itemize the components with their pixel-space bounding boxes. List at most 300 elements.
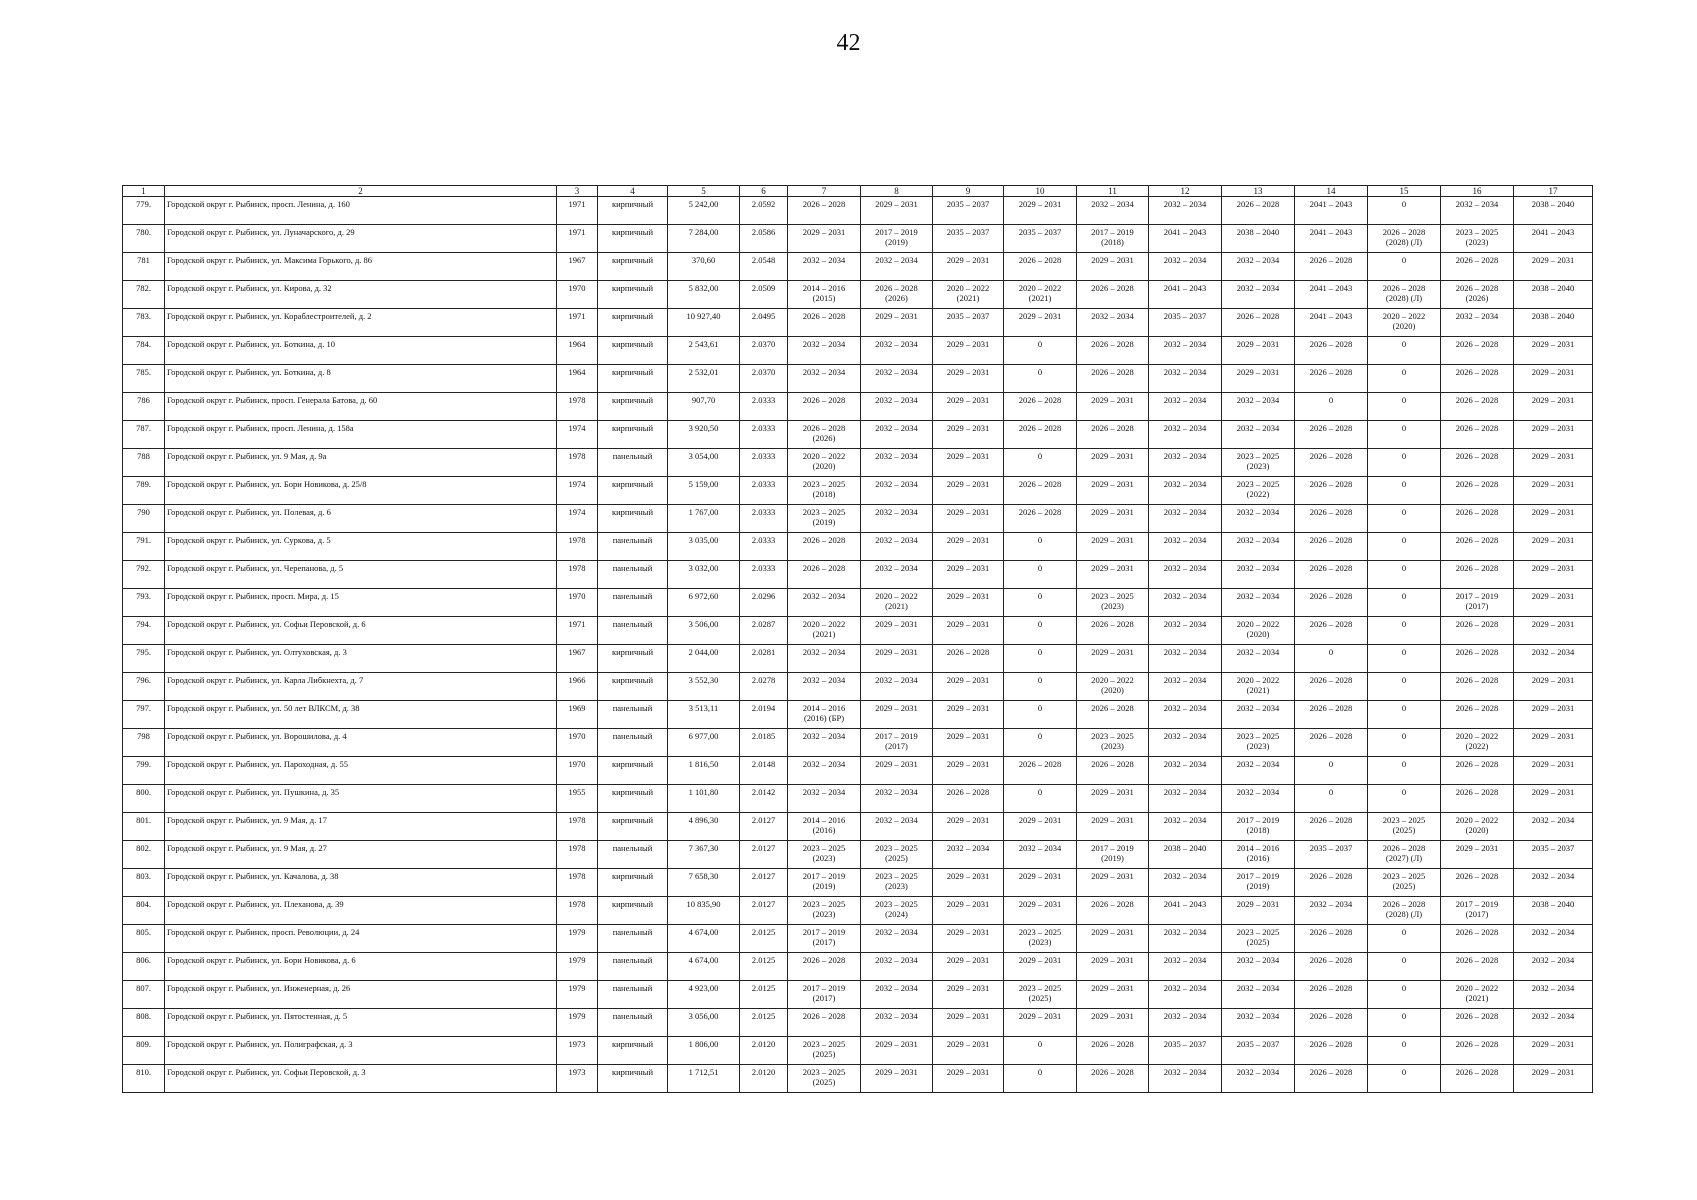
- cell-value: 786: [137, 395, 150, 405]
- wall-material-cell: [598, 421, 668, 449]
- cell-value: 4 923,00: [688, 983, 719, 993]
- cell-value: 2020 – 2022: [1382, 311, 1426, 321]
- cell-subvalue: (2019): [812, 517, 836, 527]
- period-col-9-cell: [933, 785, 1004, 813]
- cell-value: панельный: [612, 703, 653, 713]
- wall-material-cell: [598, 337, 668, 365]
- period-col-17-cell: [1514, 1009, 1593, 1037]
- cell-value: 2032 – 2034: [802, 759, 846, 769]
- cell-value: 2032 – 2034: [1236, 703, 1280, 713]
- cell-value: 2035 – 2037: [946, 311, 990, 321]
- period-col-12-cell: [1149, 225, 1222, 253]
- cell-value: 3 513,11: [688, 703, 719, 713]
- cell-value: 2.0127: [751, 843, 776, 853]
- cell-value: 2029 – 2031: [1531, 675, 1575, 685]
- wall-material-cell: [598, 561, 668, 589]
- cell-value: 2029 – 2031: [875, 759, 918, 769]
- cell-value: 0: [1401, 395, 1407, 405]
- period-col-8-cell: [861, 701, 933, 729]
- year-built-cell: [557, 1009, 598, 1037]
- cell-value: Городской округ г. Рыбинск, ул. Суркова, д. 5: [167, 535, 331, 545]
- period-col-16-cell: [1441, 897, 1514, 925]
- cell-value: 2026 – 2028: [1455, 563, 1499, 573]
- period-col-10-cell: [1004, 953, 1077, 981]
- cell-value: 2029 – 2031: [946, 759, 990, 769]
- cell-value: 2029 – 2031: [1531, 367, 1575, 377]
- period-col-12-cell: [1149, 589, 1222, 617]
- cell-value: 2.0120: [751, 1067, 776, 1077]
- cell-subvalue: (2016): [812, 825, 836, 835]
- cell-value: 2026 – 2028: [802, 311, 846, 321]
- year-built-cell: [557, 1065, 598, 1093]
- cell-value: панельный: [612, 451, 653, 461]
- cell-value: кирпичный: [611, 367, 654, 377]
- cell-value: 2026 – 2028: [1309, 703, 1353, 713]
- cell-value: 0: [1401, 619, 1407, 629]
- cell-value: 2029 – 2031: [1091, 1011, 1134, 1021]
- period-col-9-cell: [933, 757, 1004, 785]
- cell-value: 4 674,00: [688, 955, 719, 965]
- cell-value: 2032 – 2034: [1236, 787, 1280, 797]
- cell-subvalue: (2017): [1465, 909, 1489, 919]
- cell-value: 2026 – 2028: [1382, 899, 1426, 909]
- coefficient-cell: [740, 981, 788, 1009]
- period-col-13-cell: [1222, 1037, 1295, 1065]
- wall-material-cell: [598, 841, 668, 869]
- cell-value: Городской округ г. Рыбинск, ул. 9 Мая, д. 9а: [167, 451, 327, 461]
- year-built-cell: [557, 757, 598, 785]
- period-col-7-cell: [788, 477, 861, 505]
- cell-value: 2026 – 2028: [1455, 759, 1499, 769]
- cell-subvalue: (2021): [1465, 993, 1489, 1003]
- cell-subvalue: (2025): [1246, 937, 1270, 947]
- cell-value: 2035 – 2037: [1018, 227, 1062, 237]
- period-col-13-cell: [1222, 729, 1295, 757]
- period-col-10-cell: [1004, 561, 1077, 589]
- address-cell: [165, 281, 557, 309]
- cell-value: 2029 – 2031: [1018, 955, 1062, 965]
- wall-material-cell: [598, 869, 668, 897]
- cell-value: 780.: [136, 227, 151, 237]
- wall-material-cell: [598, 785, 668, 813]
- period-col-12-cell: [1149, 953, 1222, 981]
- cell-value: кирпичный: [611, 675, 654, 685]
- period-col-7-cell: [788, 701, 861, 729]
- cell-value: 2026 – 2028: [802, 199, 846, 209]
- period-col-14-cell: [1295, 533, 1368, 561]
- year-built-cell: [557, 393, 598, 421]
- cell-value: кирпичный: [611, 283, 654, 293]
- period-col-14-cell: [1295, 337, 1368, 365]
- period-col-12-cell: [1149, 1009, 1222, 1037]
- period-col-10-cell: [1004, 813, 1077, 841]
- address-cell: [165, 589, 557, 617]
- period-col-12-cell: [1149, 1037, 1222, 1065]
- cell-value: 2023 – 2025: [1236, 731, 1280, 741]
- period-col-15-cell: [1368, 1065, 1441, 1093]
- period-col-16-cell: [1441, 225, 1514, 253]
- cell-subvalue: (2020): [812, 461, 836, 471]
- wall-material-cell: [598, 981, 668, 1009]
- cell-subvalue: (2027) (Л): [1385, 853, 1423, 863]
- period-col-15-cell: [1368, 757, 1441, 785]
- period-col-10-cell: [1004, 1037, 1077, 1065]
- period-col-15-cell: [1368, 561, 1441, 589]
- period-col-17-cell: [1514, 757, 1593, 785]
- row-number-cell: [123, 869, 165, 897]
- coefficient-cell: [740, 533, 788, 561]
- cell-value: 2026 – 2028: [1382, 843, 1426, 853]
- year-built-cell: [557, 701, 598, 729]
- coefficient-cell: [740, 393, 788, 421]
- cell-value: 2026 – 2028: [1309, 815, 1353, 825]
- cell-value: 2029 – 2031: [1531, 731, 1575, 741]
- page-number: 42: [836, 30, 861, 56]
- cell-value: 1971: [568, 311, 586, 321]
- cell-value: 787.: [136, 423, 151, 433]
- period-col-9-cell: [933, 1009, 1004, 1037]
- period-col-9-cell: [933, 393, 1004, 421]
- wall-material-cell: [598, 729, 668, 757]
- cell-value: 2032 – 2034: [1455, 199, 1499, 209]
- period-col-8-cell: [861, 253, 933, 281]
- cell-value: 2026 – 2028: [875, 283, 918, 293]
- period-col-15-cell: [1368, 897, 1441, 925]
- period-col-14-cell: [1295, 785, 1368, 813]
- cell-value: 4 674,00: [688, 927, 719, 937]
- row-number-cell: [123, 813, 165, 841]
- period-col-14-cell: [1295, 589, 1368, 617]
- cell-value: 2.0370: [751, 367, 776, 377]
- period-col-15-cell: [1368, 729, 1441, 757]
- period-col-10-cell: [1004, 253, 1077, 281]
- period-col-15-cell: [1368, 701, 1441, 729]
- period-col-12-cell: [1149, 505, 1222, 533]
- period-col-12-cell: [1149, 729, 1222, 757]
- cell-value: 790: [137, 507, 150, 517]
- cell-value: 2029 – 2031: [875, 647, 918, 657]
- area-cell: [668, 197, 740, 225]
- period-col-7-cell: [788, 617, 861, 645]
- cell-value: 810.: [136, 1067, 151, 1077]
- cell-value: 2032 – 2034: [1163, 535, 1207, 545]
- cell-value: 2026 – 2028: [1091, 423, 1134, 433]
- table-row: [123, 813, 1593, 841]
- period-col-14-cell: [1295, 813, 1368, 841]
- period-col-11-cell: [1077, 421, 1149, 449]
- period-col-9-cell: [933, 365, 1004, 393]
- cell-value: 2026 – 2028: [1455, 479, 1499, 489]
- cell-value: 1978: [568, 843, 586, 853]
- period-col-15-cell: [1368, 617, 1441, 645]
- cell-value: 0: [1401, 255, 1407, 265]
- period-col-15-cell: [1368, 505, 1441, 533]
- cell-value: 0: [1037, 563, 1043, 573]
- period-col-7-cell: [788, 645, 861, 673]
- coefficient-cell: [740, 561, 788, 589]
- table-row: [123, 757, 1593, 785]
- cell-value: 2032 – 2034: [875, 815, 918, 825]
- cell-value: 0: [1401, 983, 1407, 993]
- cell-value: 2032 – 2034: [1163, 675, 1207, 685]
- cell-value: 2032 – 2034: [1236, 759, 1280, 769]
- period-col-13-cell: [1222, 365, 1295, 393]
- cell-value: 6 977,00: [688, 731, 719, 741]
- wall-material-cell: [598, 253, 668, 281]
- cell-value: 2032 – 2034: [1236, 955, 1280, 965]
- cell-value: 2026 – 2028: [1309, 983, 1353, 993]
- cell-value: 2029 – 2031: [1531, 1039, 1575, 1049]
- cell-value: 0: [1401, 339, 1407, 349]
- period-col-10-cell: [1004, 1065, 1077, 1093]
- row-number-cell: [123, 673, 165, 701]
- cell-value: 2026 – 2028: [1018, 507, 1062, 517]
- cell-value: 2032 – 2034: [1236, 423, 1280, 433]
- row-number-cell: [123, 421, 165, 449]
- cell-value: 2032 – 2034: [1163, 563, 1207, 573]
- period-col-16-cell: [1441, 729, 1514, 757]
- cell-value: 2026 – 2028: [1091, 759, 1134, 769]
- row-number-cell: [123, 1065, 165, 1093]
- cell-value: 2029 – 2031: [946, 479, 990, 489]
- area-cell: [668, 505, 740, 533]
- period-col-12-cell: [1149, 701, 1222, 729]
- period-col-10-cell: [1004, 477, 1077, 505]
- cell-value: 2029 – 2031: [946, 731, 990, 741]
- cell-value: 2029 – 2031: [1531, 619, 1575, 629]
- area-cell: [668, 449, 740, 477]
- year-built-cell: [557, 645, 598, 673]
- cell-value: 2032 – 2034: [802, 647, 846, 657]
- row-number-cell: [123, 589, 165, 617]
- cell-value: 2023 – 2025: [1091, 591, 1134, 601]
- cell-value: 2.0548: [751, 255, 776, 265]
- period-col-14-cell: [1295, 449, 1368, 477]
- cell-subvalue: (2025): [812, 1077, 836, 1087]
- period-col-14-cell: [1295, 645, 1368, 673]
- period-col-11-cell: [1077, 197, 1149, 225]
- period-col-12-cell: [1149, 673, 1222, 701]
- cell-value: кирпичный: [611, 815, 654, 825]
- cell-value: 2029 – 2031: [1091, 563, 1134, 573]
- cell-value: 1979: [568, 927, 586, 937]
- address-cell: [165, 841, 557, 869]
- cell-value: 2032 – 2034: [1531, 927, 1575, 937]
- column-number-12: 12: [1149, 186, 1222, 197]
- period-col-11-cell: [1077, 1009, 1149, 1037]
- period-col-17-cell: [1514, 953, 1593, 981]
- period-col-9-cell: [933, 1065, 1004, 1093]
- period-col-14-cell: [1295, 309, 1368, 337]
- period-col-9-cell: [933, 477, 1004, 505]
- cell-value: Городской округ г. Рыбинск, ул. Полиграфская, д. 3: [167, 1039, 353, 1049]
- cell-value: 2029 – 2031: [1091, 955, 1134, 965]
- cell-value: 0: [1037, 535, 1043, 545]
- coefficient-cell: [740, 869, 788, 897]
- period-col-13-cell: [1222, 1009, 1295, 1037]
- cell-value: 2026 – 2028: [1309, 955, 1353, 965]
- cell-value: 2020 – 2022: [802, 619, 846, 629]
- cell-value: 2026 – 2028: [1309, 591, 1353, 601]
- cell-value: 2026 – 2028: [802, 395, 846, 405]
- cell-value: 2026 – 2028: [1018, 423, 1062, 433]
- wall-material-cell: [598, 393, 668, 421]
- address-cell: [165, 925, 557, 953]
- coefficient-cell: [740, 225, 788, 253]
- cell-value: 0: [1037, 367, 1043, 377]
- cell-value: 2029 – 2031: [946, 619, 990, 629]
- cell-subvalue: (2028) (Л): [1385, 909, 1423, 919]
- period-col-11-cell: [1077, 225, 1149, 253]
- period-col-15-cell: [1368, 421, 1441, 449]
- period-col-14-cell: [1295, 281, 1368, 309]
- cell-value: 2026 – 2028: [802, 535, 846, 545]
- cell-value: 2026 – 2028: [1309, 1067, 1353, 1077]
- period-col-11-cell: [1077, 645, 1149, 673]
- row-number-cell: [123, 953, 165, 981]
- coefficient-cell: [740, 925, 788, 953]
- cell-value: 2023 – 2025: [802, 843, 846, 853]
- cell-value: Городской округ г. Рыбинск, ул. 9 Мая, д. 17: [167, 815, 327, 825]
- cell-subvalue: (2021): [1246, 685, 1270, 695]
- cell-subvalue: (2028) (Л): [1385, 293, 1423, 303]
- cell-value: 2029 – 2031: [946, 563, 990, 573]
- cell-subvalue: (2017): [812, 937, 836, 947]
- cell-value: 2032 – 2034: [1163, 815, 1207, 825]
- cell-value: 7 658,30: [688, 871, 719, 881]
- period-col-16-cell: [1441, 981, 1514, 1009]
- cell-value: 2026 – 2028: [1309, 927, 1353, 937]
- cell-value: 2032 – 2034: [1163, 647, 1207, 657]
- cell-value: 783.: [136, 311, 151, 321]
- cell-value: 2014 – 2016: [802, 815, 846, 825]
- cell-value: 2020 – 2022: [1018, 283, 1062, 293]
- period-col-12-cell: [1149, 561, 1222, 589]
- cell-value: 2017 – 2019: [802, 983, 846, 993]
- period-col-11-cell: [1077, 841, 1149, 869]
- year-built-cell: [557, 841, 598, 869]
- cell-value: 0: [1037, 647, 1043, 657]
- period-col-10-cell: [1004, 869, 1077, 897]
- period-col-14-cell: [1295, 701, 1368, 729]
- cell-value: 2032 – 2034: [1163, 927, 1207, 937]
- coefficient-cell: [740, 729, 788, 757]
- cell-value: 1 806,00: [688, 1039, 719, 1049]
- cell-subvalue: (2022): [1465, 741, 1489, 751]
- cell-value: 2.0495: [751, 311, 776, 321]
- year-built-cell: [557, 505, 598, 533]
- cell-value: 2026 – 2028: [1455, 647, 1499, 657]
- cell-value: 2029 – 2031: [875, 703, 918, 713]
- cell-value: 2026 – 2028: [1455, 395, 1499, 405]
- table-row: [123, 1037, 1593, 1065]
- period-col-8-cell: [861, 757, 933, 785]
- cell-value: 2023 – 2025: [875, 871, 918, 881]
- table-row: [123, 981, 1593, 1009]
- coefficient-cell: [740, 589, 788, 617]
- period-col-13-cell: [1222, 589, 1295, 617]
- cell-value: 2.0333: [751, 423, 776, 433]
- cell-value: 0: [1401, 199, 1407, 209]
- table-row: [123, 617, 1593, 645]
- period-col-17-cell: [1514, 981, 1593, 1009]
- cell-subvalue: (2026): [1465, 293, 1489, 303]
- cell-subvalue: (2021): [956, 293, 980, 303]
- cell-value: Городской округ г. Рыбинск, ул. Качалова, д. 38: [167, 871, 339, 881]
- cell-value: 2032 – 2034: [1163, 507, 1207, 517]
- cell-value: 0: [1401, 703, 1407, 713]
- year-built-cell: [557, 281, 598, 309]
- cell-value: 2 543,61: [688, 339, 719, 349]
- period-col-17-cell: [1514, 785, 1593, 813]
- cell-value: 2032 – 2034: [1236, 283, 1280, 293]
- row-number-cell: [123, 225, 165, 253]
- wall-material-cell: [598, 589, 668, 617]
- period-col-11-cell: [1077, 869, 1149, 897]
- cell-value: панельный: [612, 591, 653, 601]
- period-col-15-cell: [1368, 645, 1441, 673]
- cell-value: 2026 – 2028: [946, 787, 990, 797]
- period-col-14-cell: [1295, 757, 1368, 785]
- period-col-8-cell: [861, 1065, 933, 1093]
- year-built-cell: [557, 253, 598, 281]
- period-col-8-cell: [861, 1037, 933, 1065]
- cell-value: 798: [137, 731, 150, 741]
- cell-value: 2.0125: [751, 1011, 776, 1021]
- cell-subvalue: (2026): [812, 433, 836, 443]
- period-col-8-cell: [861, 281, 933, 309]
- period-col-15-cell: [1368, 673, 1441, 701]
- cell-value: 791.: [136, 535, 151, 545]
- cell-value: кирпичный: [611, 759, 654, 769]
- period-col-15-cell: [1368, 253, 1441, 281]
- period-col-7-cell: [788, 981, 861, 1009]
- cell-value: 0: [1401, 563, 1407, 573]
- cell-value: 2032 – 2034: [1236, 563, 1280, 573]
- period-col-15-cell: [1368, 841, 1441, 869]
- period-col-8-cell: [861, 533, 933, 561]
- cell-value: 2026 – 2028: [1455, 787, 1499, 797]
- period-col-13-cell: [1222, 253, 1295, 281]
- period-col-8-cell: [861, 337, 933, 365]
- cell-value: Городской округ г. Рыбинск, ул. 50 лет ВЛКСМ, д. 38: [167, 703, 360, 713]
- cell-value: 0: [1037, 619, 1043, 629]
- table-header: [123, 186, 1593, 197]
- wall-material-cell: [598, 757, 668, 785]
- cell-value: 2.0148: [751, 759, 776, 769]
- coefficient-cell: [740, 673, 788, 701]
- cell-value: 2029 – 2031: [946, 983, 990, 993]
- period-col-13-cell: [1222, 813, 1295, 841]
- table-row: [123, 785, 1593, 813]
- cell-value: 2032 – 2034: [875, 535, 918, 545]
- table-row: [123, 309, 1593, 337]
- period-col-16-cell: [1441, 1065, 1514, 1093]
- cell-value: панельный: [612, 731, 653, 741]
- cell-value: 2029 – 2031: [1091, 507, 1134, 517]
- year-built-cell: [557, 337, 598, 365]
- cell-value: 2029 – 2031: [875, 199, 918, 209]
- cell-value: 2029 – 2031: [1091, 255, 1134, 265]
- period-col-11-cell: [1077, 729, 1149, 757]
- cell-value: 2026 – 2028: [1309, 507, 1353, 517]
- cell-subvalue: (2026): [885, 293, 908, 303]
- cell-value: 2029 – 2031: [1018, 899, 1062, 909]
- cell-value: 2029 – 2031: [1018, 199, 1062, 209]
- cell-value: 2032 – 2034: [875, 787, 918, 797]
- area-cell: [668, 1065, 740, 1093]
- coefficient-cell: [740, 813, 788, 841]
